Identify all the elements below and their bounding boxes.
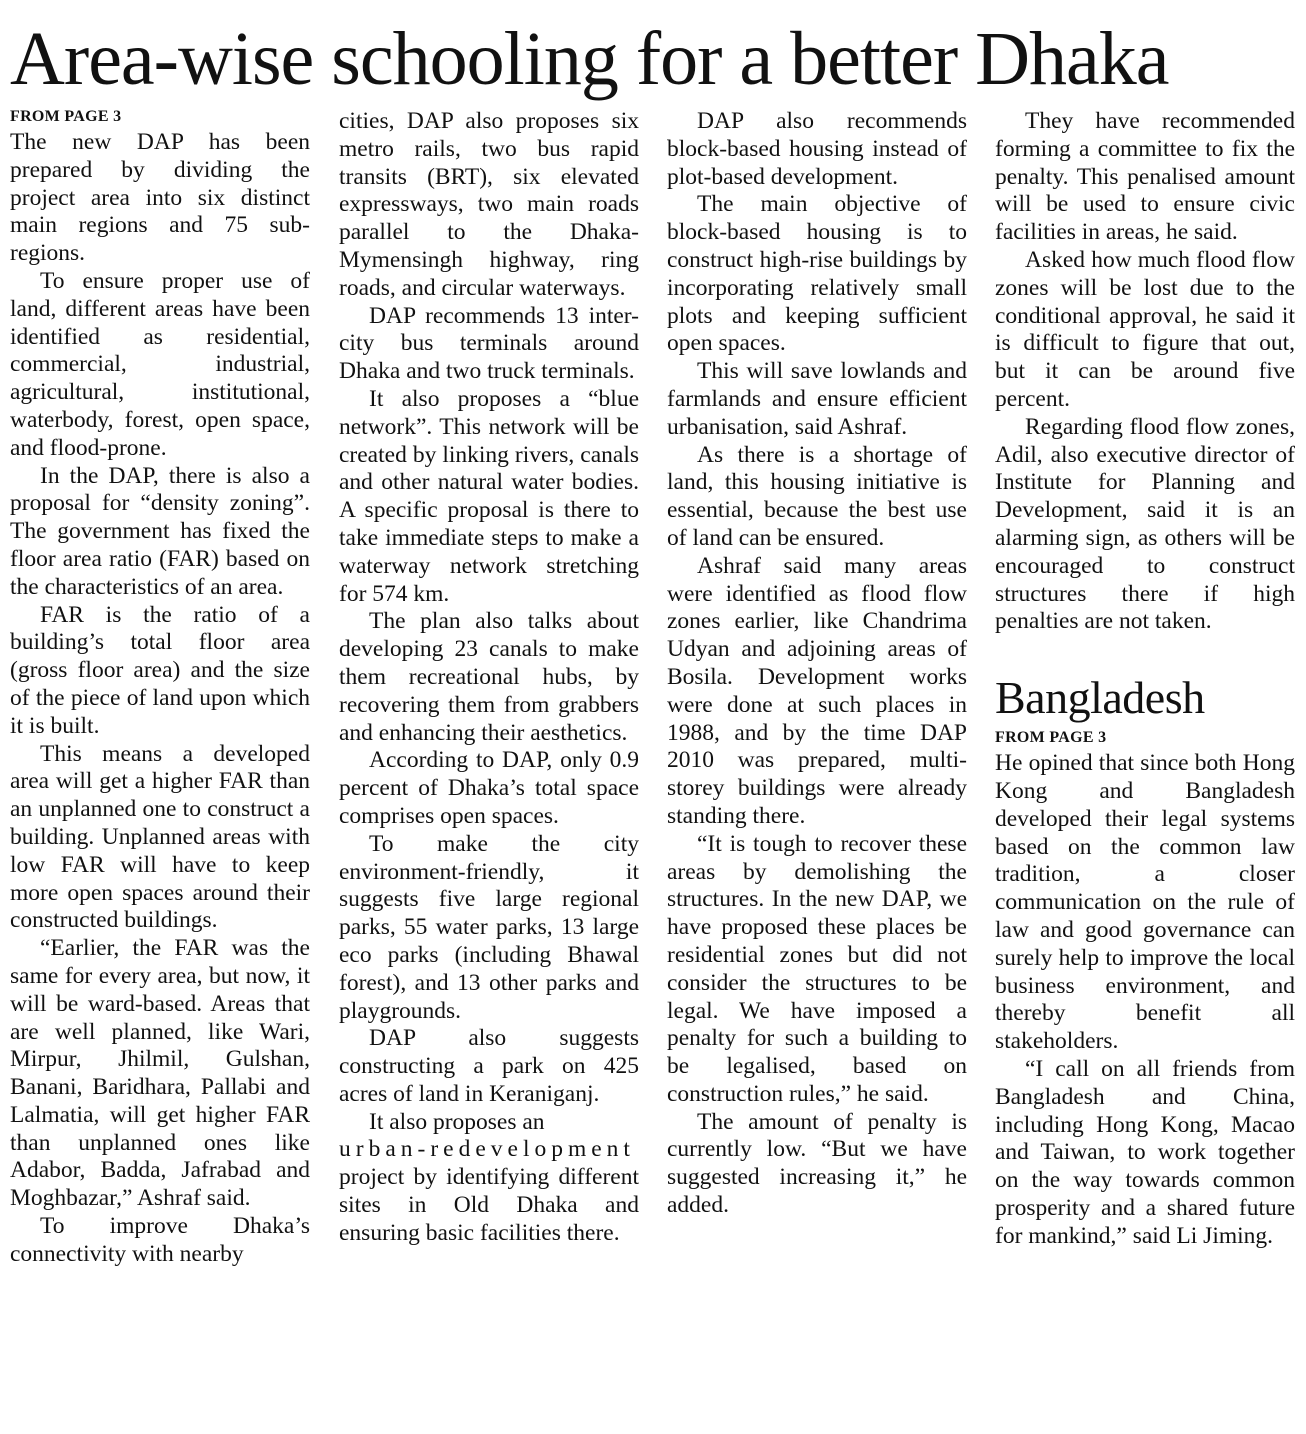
paragraph: It also proposes a “blue network”. This network will be created by linking rivers, canals and other natural water bodies. A specific proposal is there to take immediate steps to make a waterway network stretching for 574 km. [339,385,639,607]
second-article-kicker: FROM PAGE 3 [995,729,1107,747]
paragraph: To improve Dhaka’s connectivity with nearby [10,1213,310,1267]
headline: Area-wise schooling for a better Dhaka [10,17,1169,101]
paragraph: DAP also suggests constructing a park on 425 acres of land in Keraniganj. [339,1025,639,1107]
paragraph: The new DAP has been prepared by dividing the project area into six distinct main regions and 75 sub-regions. [10,129,310,267]
article-column-4 [995,108,1295,1250]
paragraph: cities, DAP also proposes six metro rails, two bus rapid transits (BRT), six elevated expressways, two main roads parallel to the Dhaka-Mymensingh highway, ring roads, and circular waterways. [339,108,639,301]
paragraph: Ashraf said many areas were identified as flood flow zones earlier, like Chandrima Udyan and adjoining areas of Bosila. Development works were done at such places in 1988, and by the time DAP 2010 was prepared, multi-storey buildings were already standing there. [667,552,967,829]
paragraph: FAR is the ratio of a building’s total floor area (gross floor area) and the size of the piece of land upon which it is built. [10,601,310,739]
paragraph: They have recommended forming a committee to fix the penalty. This penalised amount will be used to ensure civic facilities in areas, he said. [995,108,1295,246]
paragraph: DAP recommends 13 inter-city bus terminals around Dhaka and two truck terminals. [339,302,639,385]
article-column-2 [339,108,639,1248]
paragraph: He opined that since both Hong Kong and Bangladesh developed their legal systems based on the common law tradition, a closer communication on the rule of law and good governance can surely help to improve the local business environment, and thereby benefit all stakeholders. [995,750,1295,1055]
paragraph: “It is tough to recover these areas by demolishing the structures. In the new DAP, we have proposed these places be residential zones but did not consider the structures to be legal. We have imposed a penalty for such a building to be legalised, based on construction rules,” he said. [667,830,967,1107]
from-page-kicker: FROM PAGE 3 [10,108,122,125]
article-column-3 [667,108,967,1220]
paragraph: To ensure proper use of land, different areas have been identified as residential, commercial, industrial, agricultural, institutional, waterbody, forest, open space, and flood-prone. [10,267,310,461]
second-article-headline: Bangladesh [995,672,1205,724]
paragraph: The amount of penalty is currently low. “But we have suggested increasing it,” he added. [667,1108,967,1219]
paragraph: In the DAP, there is also a proposal for “density zoning”. The government has fixed the floor area ratio (FAR) based on the characteristics of an area. [10,462,310,600]
article-column-1 [10,107,310,1269]
paragraph-continued: project by identifying different sites in Old Dhaka and ensuring basic facilities there. [339,1164,639,1246]
paragraph-line-spaced: urban-redevelopment [339,1136,635,1163]
paragraph: The main objective of block-based housing is to construct high-rise buildings by incorporating relatively small plots and keeping sufficient open spaces. [667,191,967,357]
paragraph: The plan also talks about developing 23 canals to make them recreational hubs, by recovering them from grabbers and enhancing their aesthetics. [339,608,639,746]
paragraph: “Earlier, the FAR was the same for every area, but now, it will be ward-based. Areas that are well planned, like Wari, Mirpur, Jhilmil, Gulshan, Banani, Baridhara, Pallabi and Lalmatia, will get higher FAR than unplanned ones like Adabor, Badda, Jafrabad and Moghbazar,” Ashraf said. [10,935,310,1212]
paragraph: DAP also recommends block-based housing instead of plot-based development. [667,108,967,190]
paragraph: As there is a shortage of land, this housing initiative is essential, because the best use of land can be ensured. [667,441,967,551]
paragraph: Regarding flood flow zones, Adil, also executive director of Institute for Planning and Development, said it is an alarming sign, as others will be encouraged to construct structures there if high penalties are not taken. [995,413,1295,635]
paragraph: It also proposes an [369,1108,545,1135]
paragraph: To make the city environment-friendly, it suggests five large regional parks, 55 water parks, 13 large eco parks (including Bhawal forest), and 13 other parks and playgrounds. [339,830,639,1024]
paragraph: This means a developed area will get a higher FAR than an unplanned one to construct a building. Unplanned areas with low FAR will have to keep more open spaces around their constructed buildings. [10,740,310,934]
paragraph: This will save lowlands and farmlands and ensure efficient urbanisation, said Ashraf. [667,358,967,440]
paragraph: According to DAP, only 0.9 percent of Dhaka’s total space comprises open spaces. [339,747,639,829]
paragraph: “I call on all friends from Bangladesh and China, including Hong Kong, Macao and Taiwan, to work together on the way towards common prosperity and a shared future for mankind,” said Li Jiming. [995,1055,1295,1249]
paragraph: Asked how much flood flow zones will be lost due to the conditional approval, he said it is difficult to figure that out, but it can be around five percent. [995,246,1295,412]
